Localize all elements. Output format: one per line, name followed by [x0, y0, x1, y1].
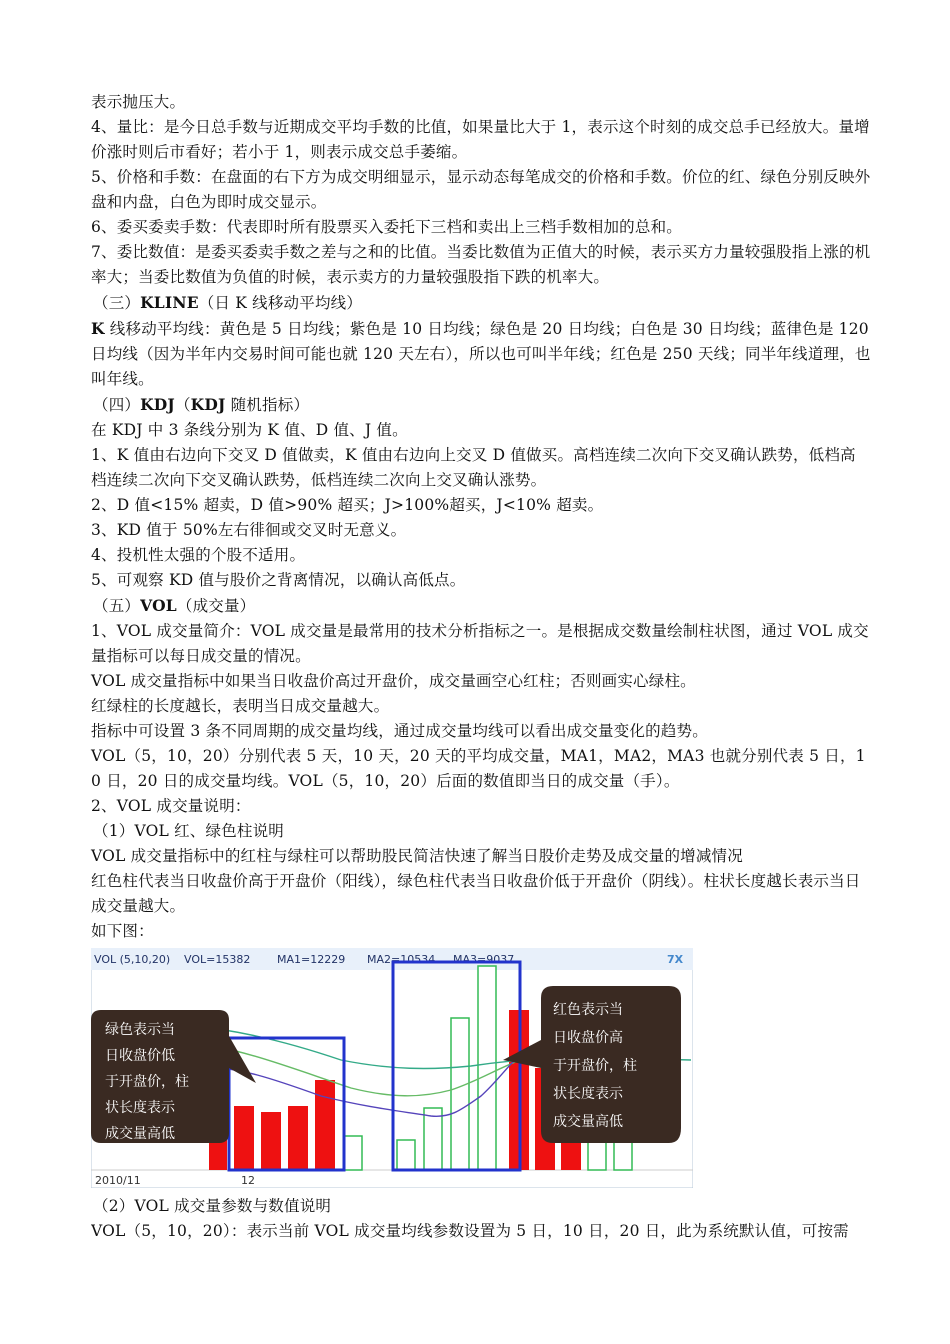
- right-callout-line: 于开盘价，柱: [553, 1058, 637, 1074]
- bar-green-hollow: [424, 1108, 442, 1170]
- right-callout-line: 成交量高低: [553, 1114, 623, 1130]
- paragraph: 2、VOL 成交量说明：: [91, 797, 251, 815]
- paragraph: VOL 成交量指标中的红柱与绿柱可以帮助股民简洁快速了解当日股价走势及成交量的增减情况: [91, 847, 743, 865]
- bar-green-hollow: [344, 1136, 362, 1170]
- vol-chart-svg: [91, 948, 693, 1188]
- paragraph: VOL（5，10，20）分别代表 5 天，10 天，20 天的平均成交量，MA1，MA2，MA3 也就分别代表 5 日，10 日，20 日的成交量均线。VOL（5，10，20）后面的数值即当日的成交量（手）。: [91, 747, 866, 790]
- section-heading-vol: （五）VOL（成交量）: [93, 596, 256, 615]
- paragraph: 7、委比数值：是委买委卖手数之差与之和的比值。当委比数值为正值大的时候，表示买方力量较强股指上涨的机率大；当委比数值为负值的时候，表示卖方的力量较强股指下跌的机率大。: [91, 243, 871, 286]
- header-ma3: MA3=9037: [453, 953, 515, 966]
- bar-red: [261, 1112, 281, 1170]
- paragraph: 在 KDJ 中 3 条线分别为 K 值、D 值、J 值。: [91, 421, 408, 439]
- right-callout-line: 日收盘价高: [553, 1030, 623, 1046]
- paragraph: 指标中可设置 3 条不同周期的成交量均线，通过成交量均线可以看出成交量变化的趋势。: [91, 722, 708, 740]
- left-callout-line: 状长度表示: [105, 1100, 175, 1116]
- section-heading-kline: （三）KLINE（日 K 线移动平均线）: [93, 293, 363, 312]
- paragraph: 4、投机性太强的个股不适用。: [91, 546, 306, 564]
- paragraph: VOL（5，10，20）：表示当前 VOL 成交量均线参数设置为 5 日，10 日，20 日，此为系统默认值，可按需: [91, 1222, 849, 1240]
- paragraph: 1、VOL 成交量简介：VOL 成交量是最常用的技术分析指标之一。是根据成交数量绘制柱状图，通过 VOL 成交量指标可以每日成交量的情况。: [91, 622, 869, 665]
- left-callout-line: 于开盘价，柱: [105, 1074, 189, 1090]
- paragraph: 如下图：: [91, 922, 154, 940]
- paragraph: VOL 成交量指标中如果当日收盘价高过开盘价，成交量画空心红柱；否则画实心绿柱。: [91, 672, 696, 690]
- bar-red: [234, 1106, 254, 1170]
- paragraph: 表示抛压大。: [91, 93, 186, 111]
- bar-red: [315, 1080, 335, 1170]
- x-axis-label-mid: 12: [241, 1174, 255, 1187]
- header-vol-label: VOL (5,10,20): [94, 953, 171, 966]
- bar-red: [288, 1106, 308, 1170]
- vol-chart-figure: [91, 948, 693, 1188]
- paragraph: 3、KD 值于 50%左右徘徊或交叉时无意义。: [91, 521, 407, 539]
- paragraph: 4、量比：是今日总手数与近期成交平均手数的比值，如果量比大于 1，表示这个时刻的成交总手已经放大。量增价涨时则后市看好；若小于 1，则表示成交总手萎缩。: [91, 118, 870, 161]
- bar-green-hollow: [397, 1140, 415, 1170]
- paragraph: K 线移动平均线：黄色是 5 日均线；紫色是 10 日均线；绿色是 20 日均线；白色是 30 日均线；蓝律色是 120 日均线（因为半年内交易时间可能也就 120 天左右），所以也可叫半年线；红色是 250 天线；同半年线道理，也叫年线。: [91, 319, 871, 388]
- paragraph: 5、可观察 KD 值与股价之背离情况，以确认高低点。: [91, 571, 466, 589]
- paragraph: 红色柱代表当日收盘价高于开盘价（阳线），绿色柱代表当日收盘价低于开盘价（阴线）。柱状长度越长表示当日成交量越大。: [91, 872, 861, 915]
- paragraph: 6、委买委卖手数：代表即时所有股票买入委托下三档和卖出上三档手数相加的总和。: [91, 218, 682, 236]
- x-axis-label-left: 2010/11: [95, 1174, 141, 1187]
- bar-green-hollow: [451, 1018, 469, 1170]
- header-corner-icon: 7X: [667, 953, 684, 966]
- bar-green-hollow: [588, 1140, 606, 1170]
- bar-green-hollow: [478, 966, 496, 1170]
- header-vol-value: VOL=15382: [184, 953, 251, 966]
- header-ma2: MA2=10534: [367, 953, 436, 966]
- paragraph: 2、D 值<15% 超卖，D 值>90% 超买；J>100%超买，J<10% 超卖。: [91, 496, 604, 514]
- paragraph: 1、K 值由右边向下交叉 D 值做卖，K 值由右边向上交叉 D 值做买。高档连续二次向下交叉确认跌势，低档高档连续二次向下交叉确认跌势，低档连续二次向上交叉确认涨势。: [91, 446, 856, 489]
- left-callout-line: 绿色表示当: [105, 1022, 175, 1038]
- paragraph: 红绿柱的长度越长，表明当日成交量越大。: [91, 697, 390, 715]
- header-ma1: MA1=12229: [277, 953, 346, 966]
- right-callout-line: 状长度表示: [553, 1086, 623, 1102]
- section-heading-kdj: （四）KDJ（KDJ 随机指标）: [93, 395, 310, 414]
- document-page: [91, 90, 871, 1244]
- paragraph: （2）VOL 成交量参数与数值说明: [93, 1197, 332, 1215]
- paragraph: 5、价格和手数：在盘面的右下方为成交明细显示，显示动态每笔成交的价格和手数。价位的红、绿色分别反映外盘和内盘，白色为即时成交显示。: [91, 168, 871, 211]
- right-callout-line: 红色表示当: [553, 1002, 623, 1018]
- paragraph: （1）VOL 红、绿色柱说明: [93, 822, 285, 840]
- left-callout-line: 日收盘价低: [105, 1048, 175, 1064]
- bar-green-hollow: [614, 1140, 632, 1170]
- left-callout-line: 成交量高低: [105, 1126, 175, 1142]
